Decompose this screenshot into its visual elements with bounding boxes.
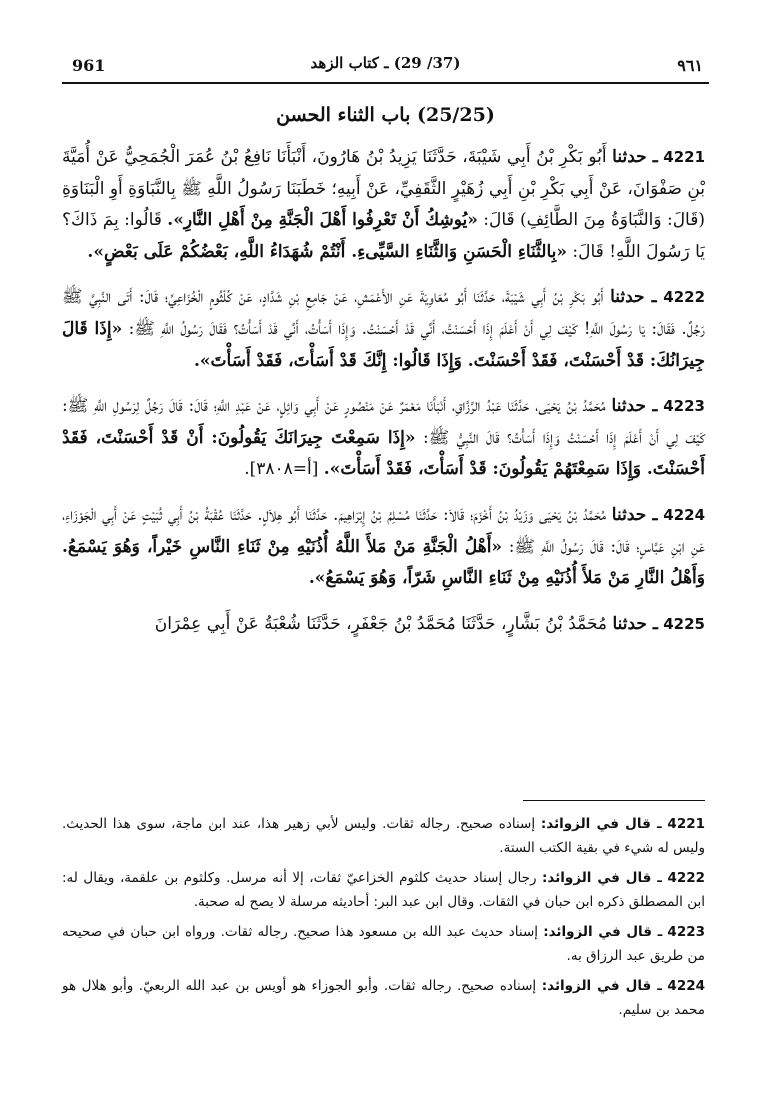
footnote-number: 4221 bbox=[667, 816, 705, 832]
hadith-number: 4224 bbox=[663, 505, 706, 524]
chapter-title: (25/25) باب الثناء الحسن bbox=[276, 104, 495, 126]
matn-text: «أَهْلُ الْجَنَّةِ مَنْ مَلأَ اللَّهُ أُذُنَيْهِ مِنْ ثَنَاءِ النَّاسِ خَيْراً، وَهُوَ يَسْمَعُ. وَأَهْلُ النَّارِ مَنْ مَلأَ أُذُنَيْهِ مِنْ ثَنَاءِ النَّاسِ شَرّاً، وَهُوَ يَسْمَعُ». bbox=[62, 536, 705, 589]
hadith-4221: 4221 ـ حدثنا أَبُو بَكْرِ بْنُ أَبِي شَيْبَةَ، حَدَّثَنَا يَزِيدُ بْنُ هَارُونَ، أَنْبَأَنَا نَافِعُ بْنُ عُمَرَ الْجُمَحِيُّ عَنْ أُمَيَّةَ بْنِ صَفْوَانَ، عَنْ أَبِي بَكْرِ بْنِ أَبِي زُهَيْرٍ الثَّقَفِيِّ، عَنْ أَبِيهِ؛ خَطَبَنَا رَسُولُ اللَّهِ ﷺ بِالنَّبَاوَةِ أَوِ الْبَنَاوَةِ (قَالَ: وَالنَّبَاوَةُ مِنَ الطَّائِفِ) قَالَ: «يُوشِكُ أَنْ تَعْرِفُوا أَهْلَ الْجَنَّةِ مِنْ أَهْلِ النَّارِ». قَالُوا: بِمَ ذَاكَ؟ يَا رَسُولَ اللَّهِ! قَالَ: «بِالثَّنَاءِ الْحَسَنِ وَالثَّنَاءِ السَّيِّىءِ. أَنْتُمْ شُهَدَاءُ اللَّهِ، بَعْضُكُمْ عَلَى بَعْضٍ». bbox=[61, 147, 706, 262]
isnad-text: أَبُو بَكْرِ بْنُ أَبِي شَيْبَةَ، حَدَّثَنَا يَزِيدُ بْنُ هَارُونَ، أَنْبَأَنَا نَافِعُ بْنُ عُمَرَ الْجُمَحِيُّ عَنْ أُمَيَّةَ بْنِ صَفْوَانَ، عَنْ أَبِي بَكْرِ بْنِ أَبِي زُهَيْرٍ الثَّقَفِيِّ، عَنْ أَبِيهِ؛ خَطَبَنَا رَسُولُ اللَّهِ ﷺ بِالنَّبَاوَةِ أَوِ الْبَنَاوَةِ (قَالَ: وَالنَّبَاوَةُ مِنَ الطَّائِفِ) قَالَ: bbox=[61, 147, 705, 231]
footnote-number: 4223 bbox=[667, 924, 705, 940]
hadith-body bbox=[62, 142, 705, 654]
footnote-4224: 4224 ـ قال في الزوائد: إسناده صحيح. رجاله ثقات. وأبو الجوزاء هو أويس بن عبد الله الربعيّ. وأبو هلال هو محمد بن سليم. bbox=[62, 978, 705, 1018]
footnote-text: إسناده صحيح. رجاله ثقات. وليس لأبي زهير هذا، عند ابن ماجة، سوى هذا الحديث. وليس له شيء في بقية الكتب الستة. bbox=[62, 816, 705, 856]
page-number-left: 961 bbox=[72, 56, 106, 75]
footnote-number: 4222 bbox=[667, 870, 706, 886]
matn-text: «إِذَا قَالَ جِيرَانُكَ: قَدْ أَحْسَنْتَ، فَقَدْ أَحْسَنْتَ. وَإِذَا قَالُوا: إِنَّكَ قَدْ أَسَأْتَ، فَقَدْ أَسَأْتَ». bbox=[62, 318, 705, 371]
matn-text: «بِالثَّنَاءِ الْحَسَنِ وَالثَّنَاءِ السَّيِّىءِ. أَنْتُمْ شُهَدَاءُ اللَّهِ، بَعْضُكُمْ عَلَى بَعْضٍ». bbox=[87, 241, 568, 262]
running-title: (37/ 29) ـ كتاب الزهد bbox=[310, 54, 461, 72]
footnote-label: قال في الزوائد: bbox=[540, 816, 651, 832]
haddathana-label: حدثنا bbox=[611, 504, 647, 525]
footnote-text: إسناد حديث عبد الله بن مسعود هذا صحيح. رجاله ثقات. ورواه ابن حبان في صحيحه من طريق عبد الرزاق به. bbox=[62, 924, 705, 964]
page-header bbox=[62, 50, 709, 84]
hadith-4224: 4224 ـ حدثنا مُحَمَّدُ بْنُ يَحْيَى وَزَيْدُ بْنُ أَخْزَمَ؛ قَالاَ: حَدَّثَنَا مُسْلِمُ بْنُ إِبْرَاهِيمَ. حَدَّثَنَا أَبُو هِلاَلٍ. حَدَّثَنَا عُقْبَةُ بْنُ أَبِي ثُبَيْتٍ عَنْ أَبِي الْجَوْزَاءِ، عَنِ ابْنِ عَبَّاسٍ؛ قَالَ: قَالَ رَسُولُ اللَّهِ ﷺ: «أَهْلُ الْجَنَّةِ مَنْ مَلأَ اللَّهُ أُذُنَيْهِ مِنْ ثَنَاءِ النَّاسِ خَيْراً، وَهُوَ يَسْمَعُ. وَأَهْلُ النَّارِ مَنْ مَلأَ أُذُنَيْهِ مِنْ ثَنَاءِ النَّاسِ شَرّاً، وَهُوَ يَسْمَعُ». bbox=[62, 504, 706, 589]
footnote-4221: 4221 ـ قال في الزوائد: إسناده صحيح. رجاله ثقات. وليس لأبي زهير هذا، عند ابن ماجة، سوى هذا الحديث. وليس له شيء في بقية الكتب الستة. bbox=[62, 816, 705, 856]
footnote-label: قال في الزوائد: bbox=[543, 924, 652, 940]
hadith-4225: 4225 ـ حدثنا مُحَمَّدُ بْنُ بَشَّارٍ، حَدَّثَنَا مُحَمَّدُ بْنُ جَعْفَرٍ، حَدَّثَنَا شُعْبَةُ عَنْ أَبِي عِمْرَانَ bbox=[154, 613, 705, 634]
hadith-4222: 4222 ـ حدثنا أَبُو بَكْرِ بْنُ أَبِي شَيْبَةَ، حَدَّثَنَا أَبُو مُعَاوِيَةَ عَنِ الأَعْمَشِ، عَنْ جَامِعِ بْنِ شَدَّادٍ، عَنْ كُلْثُومٍ الْخُزَاعِيِّ؛ قَالَ: أَتَى النَّبِيَّ ﷺ رَجُلٌ. فَقَالَ: يَا رَسُولَ اللَّهِ! كَيْفَ لِي أَنْ أَعْلَمَ إِذَا أَحْسَنْتُ، أَنِّي قَدْ أَحْسَنْتُ. وَإِذَا أَسَأْتُ، أَنِّي قَدْ أَسَأْتُ؟ فَقَالَ رَسُولُ اللَّهِ ﷺ: «إِذَا قَالَ جِيرَانُكَ: قَدْ أَحْسَنْتَ، فَقَدْ أَحْسَنْتَ. وَإِذَا قَالُوا: إِنَّكَ قَدْ أَسَأْتَ، فَقَدْ أَسَأْتَ». bbox=[62, 287, 706, 371]
footnote-text: إسناده صحيح. رجاله ثقات. وأبو الجوزاء هو أويس بن عبد الله الربعيّ. وأبو هلال هو محمد بن سليم. bbox=[62, 978, 705, 1018]
hadith-number: 4223 bbox=[663, 397, 705, 416]
hadith-number: 4221 bbox=[663, 148, 706, 166]
haddathana-label: حدثنا bbox=[612, 147, 647, 167]
footnote-text: رجال إسناد حديث كلثوم الخزاعيّ ثقات، إلا أنه مرسل. وكلثوم بن علقمة، ويقال له: ابن المصطلق ذكره ابن حبان في الثقات. وقال ابن عبد البر: أحاديثه مرسلة لا يصح له صحبة. bbox=[62, 870, 705, 910]
matn-text: «يُوشِكُ أَنْ تَعْرِفُوا أَهْلَ الْجَنَّةِ مِنْ أَهْلِ النَّارِ». bbox=[167, 210, 478, 231]
footnote-4223: 4223 ـ قال في الزوائد: إسناد حديث عبد الله بن مسعود هذا صحيح. رجاله ثقات. ورواه ابن حبان في صحيحه من طريق عبد الرزاق به. bbox=[62, 924, 705, 964]
isnad-text: مُحَمَّدُ بْنُ يَحْيَى وَزَيْدُ بْنُ أَخْزَمَ؛ قَالاَ: حَدَّثَنَا مُسْلِمُ بْنُ إِبْرَاهِيمَ. حَدَّثَنَا أَبُو هِلاَلٍ. حَدَّثَنَا عُقْبَةُ بْنُ أَبِي ثُبَيْتٍ عَنْ أَبِي الْجَوْزَاءِ، عَنِ ابْنِ عَبَّاسٍ؛ قَالَ: قَالَ رَسُولُ اللَّهِ ﷺ: bbox=[62, 504, 705, 557]
footnote-number: 4224 bbox=[667, 978, 705, 994]
haddathana-label: حدثنا bbox=[611, 396, 646, 417]
matn-text: «إِذَا سَمِعْتَ جِيرَانَكَ يَقُولُونَ: أَنْ قَدْ أَحْسَنْتَ، فَقَدْ أَحْسَنْتَ. وَإِذَا سَمِعْتَهُمْ يَقُولُونَ: قَدْ أَسَأْتَ، فَقَدْ أَسَأْتَ». bbox=[62, 427, 705, 480]
footnote-label: قال في الزوائد: bbox=[541, 978, 652, 994]
footnotes bbox=[62, 812, 705, 1028]
page-number-right: ٩٦١ bbox=[677, 56, 703, 75]
isnad-text: أَبُو بَكْرِ بْنُ أَبِي شَيْبَةَ، حَدَّثَنَا أَبُو مُعَاوِيَةَ عَنِ الأَعْمَشِ، عَنْ جَامِعِ بْنِ شَدَّادٍ، عَنْ كُلْثُومٍ الْخُزَاعِيِّ؛ قَالَ: أَتَى النَّبِيَّ ﷺ رَجُلٌ. فَقَالَ: يَا رَسُولَ اللَّهِ! كَيْفَ لِي أَنْ أَعْلَمَ إِذَا أَحْسَنْتُ، أَنِّي قَدْ أَحْسَنْتُ. وَإِذَا أَسَأْتُ، أَنِّي قَدْ أَسَأْتُ؟ فَقَالَ رَسُولُ اللَّهِ ﷺ: bbox=[62, 287, 706, 339]
cross-reference: [أ=٣٨٠٨]. bbox=[244, 459, 319, 480]
hadith-number: 4225 bbox=[663, 614, 705, 633]
footnote-4222: 4222 ـ قال في الزوائد: رجال إسناد حديث كلثوم الخزاعيّ ثقات، إلا أنه مرسل. وكلثوم بن علقمة، ويقال له: ابن المصطلق ذكره ابن حبان في الثقات. وقال ابن عبد البر: أحاديثه مرسلة لا يصح له صحبة. bbox=[62, 870, 706, 910]
hadith-4223: 4223 ـ حدثنا مُحَمَّدُ بْنُ يَحْيَى، حَدَّثَنَا عَبْدُ الرَّزَّاقِ، أَنْبَأَنَا مَعْمَرٌ عَنْ مَنْصُورٍ عَنْ أَبِي وَائِلٍ، عَنْ عَبْدِ اللَّهِ؛ قَالَ: قَالَ رَجُلٌ لِرَسُولِ اللَّهِ ﷺ: كَيْفَ لِي أَنْ أَعْلَمَ إِذَا أَحْسَنْتُ وَإِذَا أَسَأْتُ؟ قَالَ النَّبِيُّ ﷺ: «إِذَا سَمِعْتَ جِيرَانَكَ يَقُولُونَ: أَنْ قَدْ أَحْسَنْتَ، فَقَدْ أَحْسَنْتَ. وَإِذَا سَمِعْتَهُمْ يَقُولُونَ: قَدْ أَسَأْتَ، فَقَدْ أَسَأْتَ». [أ=٣٨٠٨]. bbox=[62, 396, 705, 480]
footnote-label: قال في الزوائد: bbox=[542, 870, 652, 886]
isnad-text: مُحَمَّدُ بْنُ بَشَّارٍ، حَدَّثَنَا مُحَمَّدُ بْنُ جَعْفَرٍ، حَدَّثَنَا شُعْبَةُ عَنْ أَبِي عِمْرَانَ bbox=[154, 613, 608, 634]
haddathana-label: حدثنا bbox=[610, 287, 645, 308]
footnote-divider bbox=[523, 800, 705, 801]
haddathana-label: حدثنا bbox=[612, 613, 647, 634]
isnad-text: مُحَمَّدُ بْنُ يَحْيَى، حَدَّثَنَا عَبْدُ الرَّزَّاقِ، أَنْبَأَنَا مَعْمَرٌ عَنْ مَنْصُورٍ عَنْ أَبِي وَائِلٍ، عَنْ عَبْدِ اللَّهِ؛ قَالَ: قَالَ رَجُلٌ لِرَسُولِ اللَّهِ ﷺ: كَيْفَ لِي أَنْ أَعْلَمَ إِذَا أَحْسَنْتُ وَإِذَا أَسَأْتُ؟ قَالَ النَّبِيُّ ﷺ: bbox=[62, 396, 705, 448]
narration-text: قَالُوا: بِمَ ذَاكَ؟ يَا رَسُولَ اللَّهِ! قَالَ: bbox=[61, 210, 705, 262]
hadith-number: 4222 bbox=[663, 288, 706, 307]
